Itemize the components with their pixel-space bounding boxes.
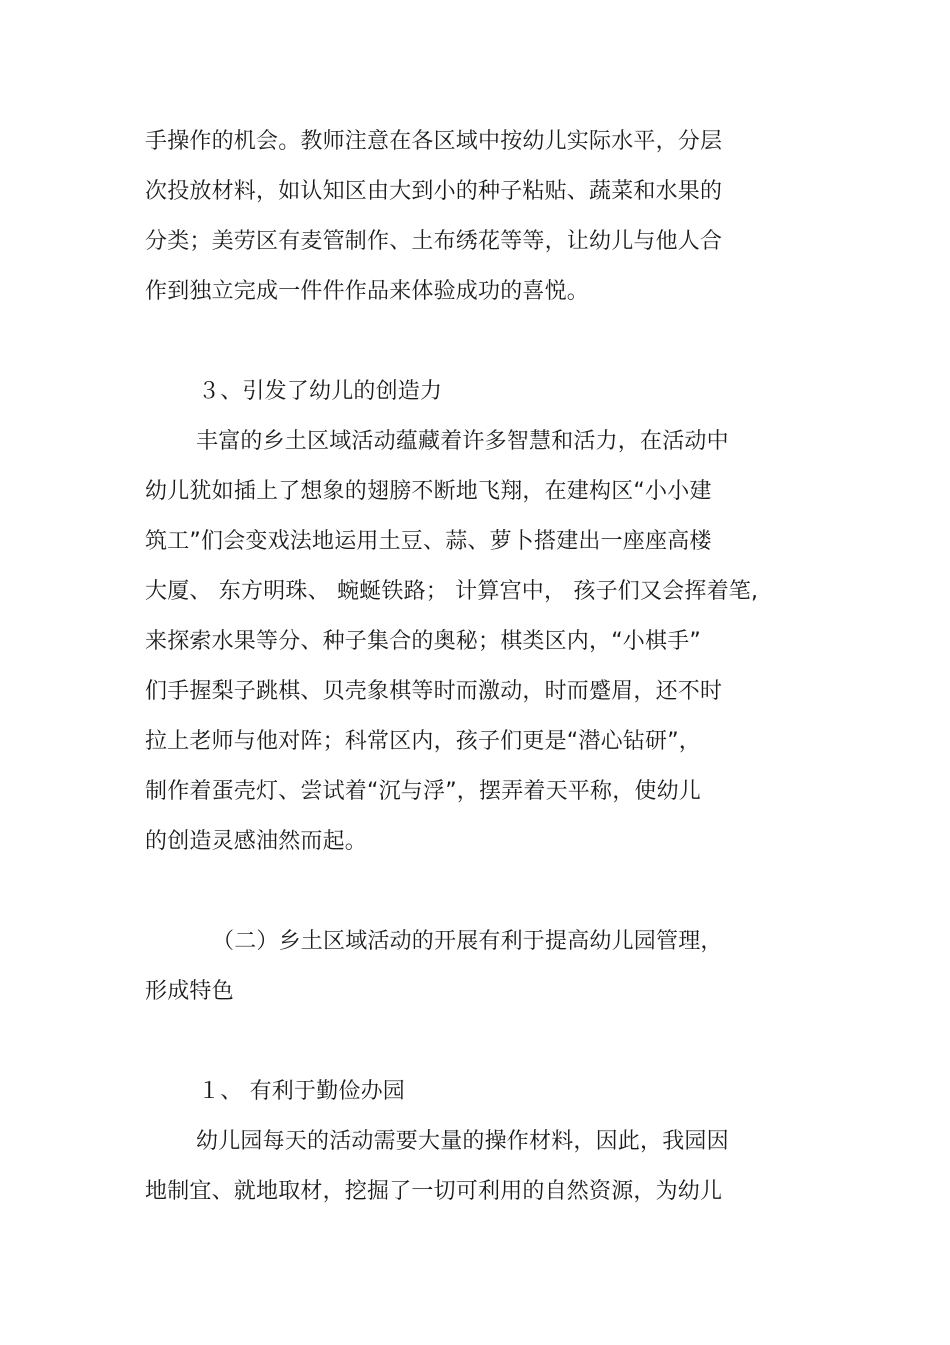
paragraph-2-line-5: 来探索水果等分、种子集合的奥秘；棋类区内，“小棋手” bbox=[145, 629, 701, 654]
paragraph-2-line-8: 制作着蛋壳灯、尝试着“沉与浮”，摆弄着天平称，使幼儿 bbox=[145, 779, 701, 804]
paragraph-1-line-3: 分类；美劳区有麦管制作、土布绣花等等，让幼儿与他人合 bbox=[145, 229, 723, 254]
paragraph-3-line-2: 地制宜、就地取材，挖掘了一切可利用的自然资源，为幼儿 bbox=[145, 1179, 723, 1204]
paragraph-1-line-4: 作到独立完成一件件作品来体验成功的喜悦。 bbox=[145, 279, 590, 304]
paragraph-2-line-9: 的创造灵感油然而起。 bbox=[145, 829, 368, 854]
paragraph-2-line-4: 大厦、 东方明珠、 蜿蜒铁路； 计算宫中， 孩子们又会挥着笔, bbox=[145, 579, 759, 604]
paragraph-2-line-7: 拉上老师与他对阵；科常区内，孩子们更是“潜心钻研”， bbox=[145, 729, 701, 754]
heading-3: ３、引发了幼儿的创造力 bbox=[198, 379, 443, 404]
section-2-heading-line-2: 形成特色 bbox=[145, 979, 234, 1004]
paragraph-3-line-1: 幼儿园每天的活动需要大量的操作材料，因此，我园因 bbox=[196, 1129, 729, 1154]
paragraph-2-line-1: 丰富的乡土区域活动蕴藏着许多智慧和活力，在活动中 bbox=[196, 429, 729, 454]
heading-1: １、 有利于勤俭办园 bbox=[198, 1079, 405, 1104]
paragraph-1-line-1: 手操作的机会。教师注意在各区域中按幼儿实际水平，分层 bbox=[145, 129, 723, 154]
paragraph-2-line-6: 们手握梨子跳棋、贝壳象棋等时而激动，时而蹙眉，还不时 bbox=[145, 679, 723, 704]
section-2-heading-line-1: （二）乡土区域活动的开展有利于提高幼儿园管理， bbox=[212, 929, 723, 954]
paragraph-2-line-3: 筑工”们会变戏法地运用土豆、蒜、萝卜搭建出一座座高楼 bbox=[145, 529, 712, 554]
paragraph-2-line-2: 幼儿犹如插上了想象的翅膀不断地飞翔，在建构区“小小建 bbox=[145, 479, 712, 504]
paragraph-1-line-2: 次投放材料，如认知区由大到小的种子粘贴、蔬菜和水果的 bbox=[145, 179, 723, 204]
